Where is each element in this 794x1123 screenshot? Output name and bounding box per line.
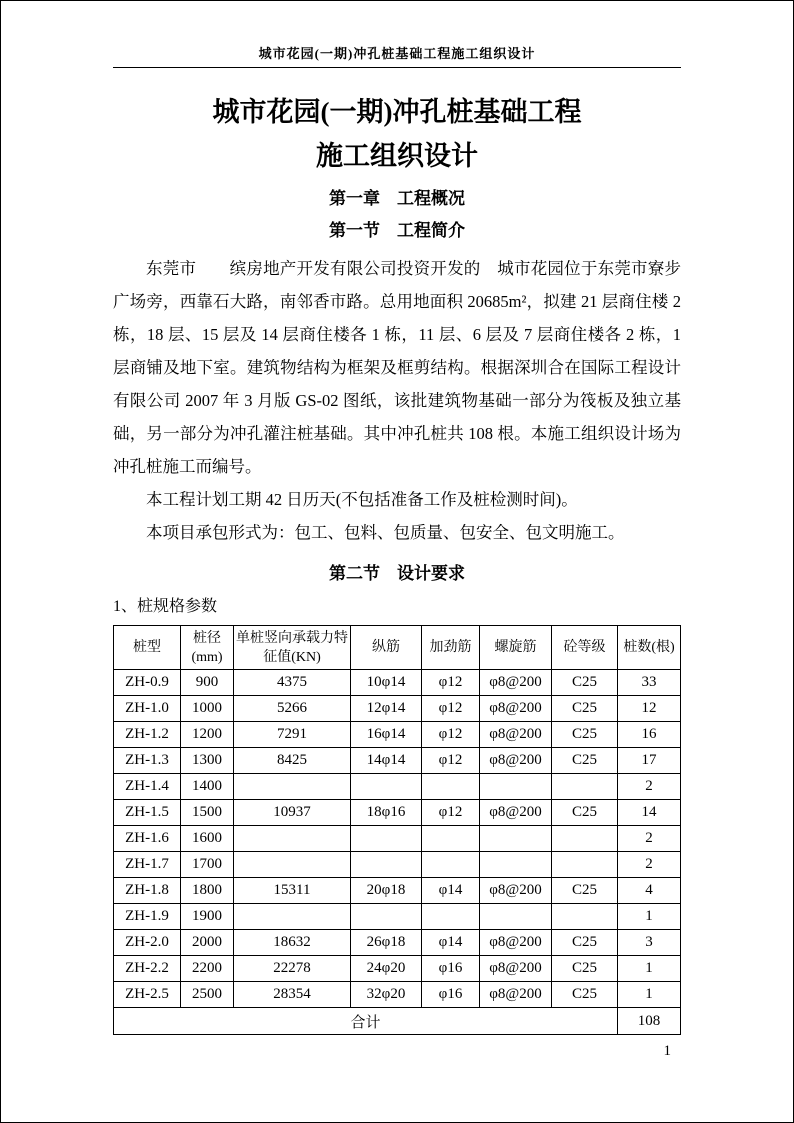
table-cell [234, 774, 351, 800]
table-cell: 24φ20 [351, 956, 422, 982]
table-cell: 17 [618, 748, 681, 774]
table-cell: ZH-1.6 [114, 826, 181, 852]
table-cell: C25 [552, 722, 618, 748]
title-line-2: 施工组织设计 [316, 141, 478, 171]
table-cell [480, 852, 552, 878]
document-title [113, 90, 681, 178]
table-cell: φ8@200 [480, 956, 552, 982]
table-cell: 8425 [234, 748, 351, 774]
table-cell: 1 [618, 904, 681, 930]
table-cell: φ8@200 [480, 800, 552, 826]
table-cell: 4375 [234, 670, 351, 696]
table-row [114, 904, 681, 930]
table-cell: 15311 [234, 878, 351, 904]
table-cell: 2500 [181, 982, 234, 1008]
table-cell [422, 852, 480, 878]
table-cell: C25 [552, 670, 618, 696]
table-cell: 26φ18 [351, 930, 422, 956]
table-cell: 900 [181, 670, 234, 696]
table-cell: ZH-1.9 [114, 904, 181, 930]
column-header: 桩数(根) [618, 626, 681, 670]
table-cell: φ16 [422, 956, 480, 982]
table-cell [234, 826, 351, 852]
table-cell: ZH-1.0 [114, 696, 181, 722]
table-cell: φ12 [422, 748, 480, 774]
table-cell: 2 [618, 774, 681, 800]
table-cell: C25 [552, 956, 618, 982]
table-cell: 18φ16 [351, 800, 422, 826]
table-cell: 1000 [181, 696, 234, 722]
table-cell [422, 774, 480, 800]
table-cell: 7291 [234, 722, 351, 748]
table-cell: φ12 [422, 696, 480, 722]
table-cell: 32φ20 [351, 982, 422, 1008]
table-row [114, 956, 681, 982]
table-cell [552, 904, 618, 930]
table-cell [234, 904, 351, 930]
table-cell: 14 [618, 800, 681, 826]
table-cell: 2000 [181, 930, 234, 956]
pile-spec-table [113, 625, 681, 1035]
list-item-pile-parameters: 1、桩规格参数 [113, 598, 218, 615]
table-row [114, 800, 681, 826]
table-cell: φ16 [422, 982, 480, 1008]
table-cell: 1 [618, 956, 681, 982]
table-cell [552, 852, 618, 878]
table-cell: 16φ14 [351, 722, 422, 748]
table-cell [422, 904, 480, 930]
table-cell: C25 [552, 930, 618, 956]
table-cell: φ8@200 [480, 722, 552, 748]
table-cell: 10937 [234, 800, 351, 826]
table-cell: φ14 [422, 930, 480, 956]
table-row [114, 774, 681, 800]
table-cell: 1500 [181, 800, 234, 826]
running-header-text: 城市花园(一期)冲孔桩基础工程施工组织设计 [258, 46, 536, 61]
table-row [114, 930, 681, 956]
table-cell: 1900 [181, 904, 234, 930]
column-header: 加劲筋 [422, 626, 480, 670]
table-cell: ZH-0.9 [114, 670, 181, 696]
table-cell: φ12 [422, 722, 480, 748]
table-cell: 1700 [181, 852, 234, 878]
table-total-row [114, 1008, 681, 1035]
table-cell [422, 826, 480, 852]
table-cell [552, 826, 618, 852]
table-cell: ZH-1.8 [114, 878, 181, 904]
running-header [113, 43, 681, 68]
table-cell: 4 [618, 878, 681, 904]
pile-table-body [114, 670, 681, 1008]
table-cell: 1800 [181, 878, 234, 904]
table-cell: 2 [618, 852, 681, 878]
table-cell [351, 826, 422, 852]
table-cell: φ8@200 [480, 878, 552, 904]
table-cell [480, 774, 552, 800]
table-cell: 1 [618, 982, 681, 1008]
table-cell [234, 852, 351, 878]
table-cell: 1600 [181, 826, 234, 852]
table-cell: 28354 [234, 982, 351, 1008]
table-cell: φ8@200 [480, 982, 552, 1008]
paragraph-project-intro: 东莞市 缤房地产开发有限公司投资开发的 城市花园位于东莞市寮步广场旁，西靠石大路，南邻香市路。总用地面积 20685m²，拟建 21 层商住楼 2 栋，18 层、15 层及 14 层商住楼各 1 栋，11 层、6 层及 7 层商住楼各 2 栋，1 层商铺及地下室。建筑物结构为框架及框剪结构。根据深圳合在国际工程设计有限公司 2007 年 3 月版 GS-02 图纸，该批建筑物基础一部分为筏板及独立基础，另一部分为冲孔灌注桩基础。其中冲孔桩共 108 根。本施工组织设计场为冲孔桩施工而编号。 [113, 259, 681, 476]
table-cell: C25 [552, 748, 618, 774]
table-cell: ZH-1.4 [114, 774, 181, 800]
table-cell [552, 774, 618, 800]
table-row [114, 670, 681, 696]
table-row [114, 696, 681, 722]
table-cell: φ8@200 [480, 748, 552, 774]
column-header: 桩型 [114, 626, 181, 670]
column-header: 砼等级 [552, 626, 618, 670]
title-line-1: 城市花园(一期)冲孔桩基础工程 [212, 97, 582, 127]
table-cell: 5266 [234, 696, 351, 722]
table-row [114, 878, 681, 904]
table-cell: 3 [618, 930, 681, 956]
table-cell: φ8@200 [480, 696, 552, 722]
table-cell: C25 [552, 878, 618, 904]
table-cell: φ8@200 [480, 930, 552, 956]
table-cell: φ12 [422, 670, 480, 696]
section-1-heading: 第一节 工程简介 [329, 221, 465, 240]
table-row [114, 852, 681, 878]
table-cell: 1400 [181, 774, 234, 800]
table-cell: 12 [618, 696, 681, 722]
table-row [114, 748, 681, 774]
table-cell: C25 [552, 982, 618, 1008]
table-cell [351, 852, 422, 878]
table-cell: 2200 [181, 956, 234, 982]
table-cell: 1300 [181, 748, 234, 774]
table-cell: ZH-2.5 [114, 982, 181, 1008]
table-cell: 33 [618, 670, 681, 696]
page-content [1, 1, 793, 1035]
table-cell: 20φ18 [351, 878, 422, 904]
table-cell: ZH-1.5 [114, 800, 181, 826]
page-number: 1 [663, 1043, 671, 1059]
table-cell [351, 904, 422, 930]
column-header: 纵筋 [351, 626, 422, 670]
table-cell: 14φ14 [351, 748, 422, 774]
paragraph-contract-form: 本项目承包形式为：包工、包料、包质量、包安全、包文明施工。 [146, 523, 625, 542]
table-cell [480, 904, 552, 930]
table-header-row [114, 626, 681, 670]
table-cell: φ14 [422, 878, 480, 904]
table-cell [480, 826, 552, 852]
table-cell: 22278 [234, 956, 351, 982]
table-cell: 10φ14 [351, 670, 422, 696]
table-cell: 16 [618, 722, 681, 748]
table-cell: ZH-1.2 [114, 722, 181, 748]
chapter-1-heading: 第一章 工程概况 [329, 189, 465, 208]
table-cell: 2 [618, 826, 681, 852]
total-value-cell: 108 [618, 1008, 681, 1035]
column-header: 桩径(mm) [181, 626, 234, 670]
table-cell: ZH-1.3 [114, 748, 181, 774]
column-header: 单桩竖向承载力特征值(KN) [234, 626, 351, 670]
paragraph-construction-period: 本工程计划工期 42 日历天(不包括准备工作及桩检测时间)。 [146, 490, 578, 509]
table-cell: φ12 [422, 800, 480, 826]
column-header: 螺旋筋 [480, 626, 552, 670]
table-row [114, 826, 681, 852]
table-cell: φ8@200 [480, 670, 552, 696]
table-cell: ZH-1.7 [114, 852, 181, 878]
table-cell: C25 [552, 696, 618, 722]
table-cell [351, 774, 422, 800]
table-cell: C25 [552, 800, 618, 826]
section-2-heading: 第二节 设计要求 [329, 564, 465, 583]
table-row [114, 722, 681, 748]
table-cell: ZH-2.2 [114, 956, 181, 982]
table-cell: ZH-2.0 [114, 930, 181, 956]
table-cell: 18632 [234, 930, 351, 956]
total-label-cell: 合计 [114, 1008, 618, 1035]
table-cell: 1200 [181, 722, 234, 748]
table-cell: 12φ14 [351, 696, 422, 722]
table-row [114, 982, 681, 1008]
